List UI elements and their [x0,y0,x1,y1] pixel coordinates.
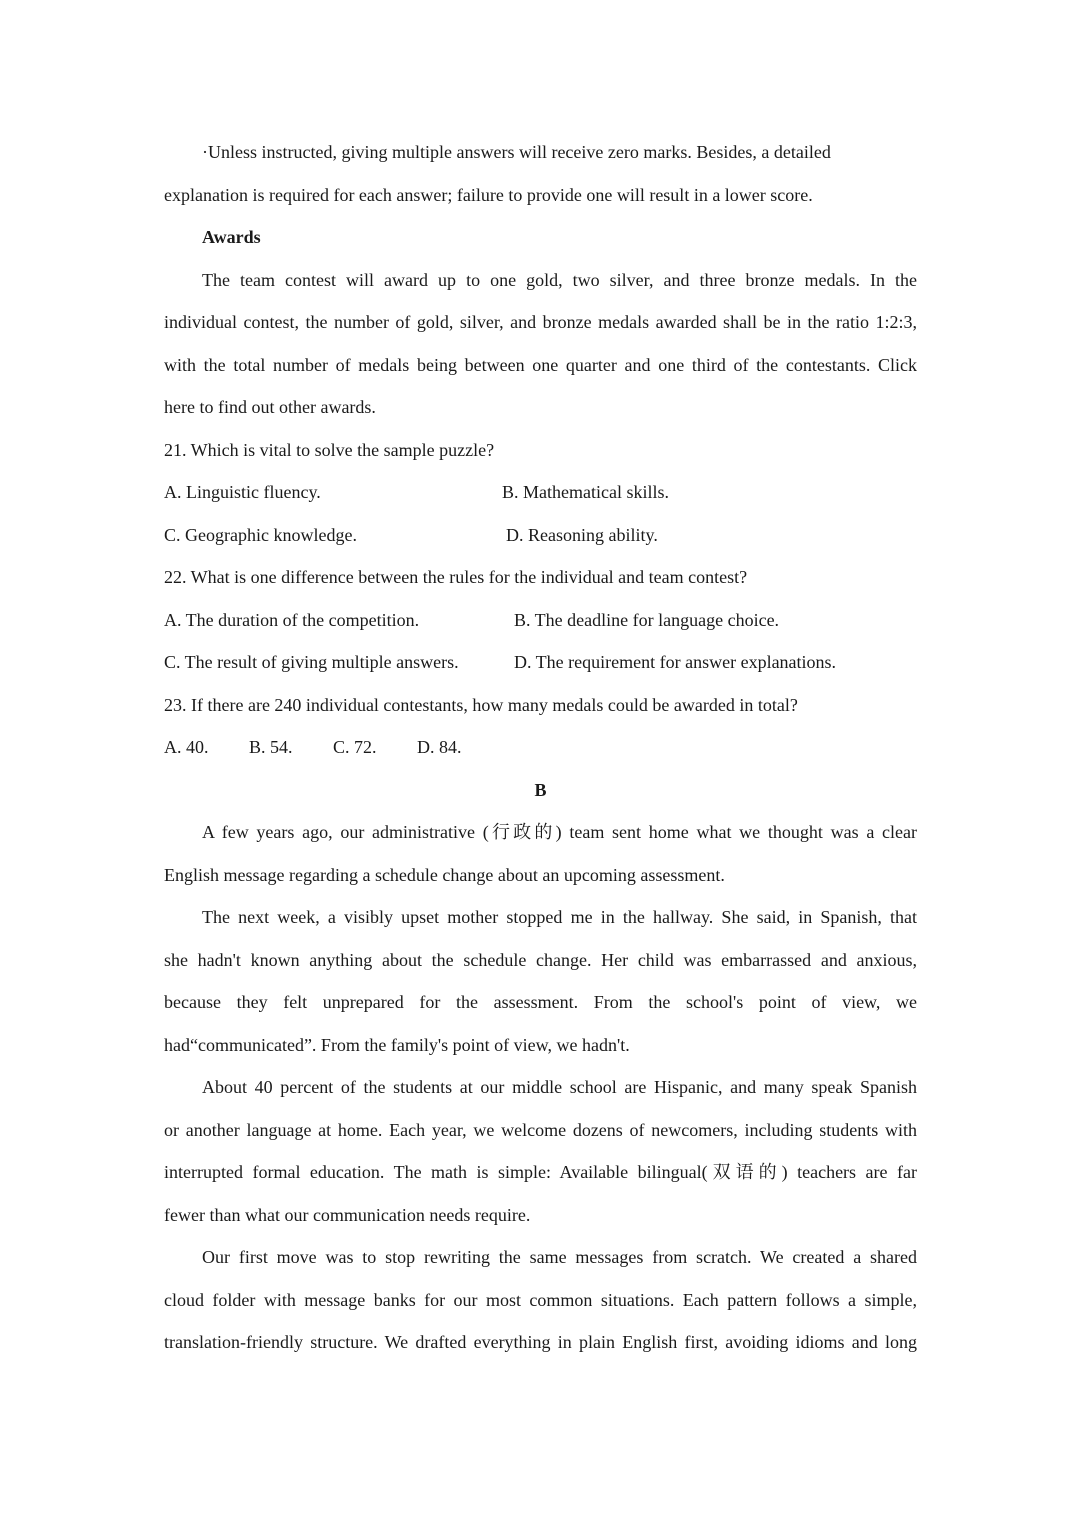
question-23-stem: 23. If there are 240 individual contestants, how many medals could be awarded in total? [164,694,798,715]
awards-line-2: individual contest, the number of gold, silver, and bronze medals awarded shall be in the ratio 1:2:3, [164,312,917,332]
question-23-option-d: D. 84. [417,737,462,757]
question-21-option-b: B. Mathematical skills. [502,482,669,502]
awards-heading: Awards [202,227,261,247]
passage-b-p3-line-4: fewer than what our communication needs require. [164,1204,531,1225]
passage-b-p2-line-1: The next week, a visibly upset mother stopped me in the hallway. She said, in Spanish, that [202,907,917,927]
passage-b-p4-line-2: cloud folder with message banks for our most common situations. Each pattern follows a simple, [164,1289,917,1310]
awards-line-3: with the total number of medals being between one quarter and one third of the contestants. Click [164,354,917,375]
question-21-option-d: D. Reasoning ability. [506,524,658,545]
question-22-option-c: C. The result of giving multiple answers. [164,652,459,672]
question-21-option-a: A. Linguistic fluency. [164,482,321,502]
question-23-option-b: B. 54. [249,737,293,757]
question-22-option-d: D. The requirement for answer explanations. [514,652,837,672]
question-22-option-b: B. The deadline for language choice. [514,609,780,630]
passage-b-p1-line-1: A few years ago, our administrative (行政的) team sent home what we thought was a clear [202,822,917,842]
rules-line-1: ·Unless instructed, giving multiple answers will receive zero marks. Besides, a detailed [202,142,831,162]
document-page [164,131,917,1364]
passage-b-p4-line-1: Our first move was to stop rewriting the same messages from scratch. We created a shared [202,1247,917,1267]
question-21-options-row-1 [164,471,917,514]
passage-b-p1-line-2: English message regarding a schedule change about an upcoming assessment. [164,864,725,885]
question-23-option-c: C. 72. [333,737,377,757]
passage-b-p3-line-3: interrupted formal education. The math is simple: Available bilingual(双语的) teachers are far [164,1162,917,1182]
question-21-stem: 21. Which is vital to solve the sample puzzle? [164,439,495,460]
question-23-options [164,726,917,769]
awards-line-4: here to find out other awards. [164,397,376,417]
passage-b-p2-line-3: because they felt unprepared for the assessment. From the school's point of view, we [164,992,917,1012]
passage-b-p2-line-2: she hadn't known anything about the schedule change. Her child was embarrassed and anxious, [164,949,917,970]
question-23-option-a: A. 40. [164,737,209,757]
question-22-options-row-1 [164,599,917,642]
passage-b-p2-line-4: had“communicated”. From the family's point of view, we hadn't. [164,1034,630,1055]
question-21-option-c: C. Geographic knowledge. [164,524,357,545]
question-22-option-a: A. The duration of the competition. [164,609,420,630]
awards-line-1: The team contest will award up to one gold, two silver, and three bronze medals. In the [202,269,917,290]
question-22-options-row-2 [164,641,917,684]
section-b-heading: B [534,779,547,800]
question-21-options-row-2 [164,514,917,557]
rules-line-2: explanation is required for each answer; failure to provide one will result in a lower score. [164,184,813,205]
passage-b-p3-line-1: About 40 percent of the students at our middle school are Hispanic, and many speak Spanish [202,1077,917,1097]
passage-b-p4-line-3: translation-friendly structure. We drafted everything in plain English first, avoiding idioms and long [164,1332,917,1352]
question-22-stem: 22. What is one difference between the rules for the individual and team contest? [164,567,748,587]
passage-b-p3-line-2: or another language at home. Each year, we welcome dozens of newcomers, including students with [164,1119,917,1140]
